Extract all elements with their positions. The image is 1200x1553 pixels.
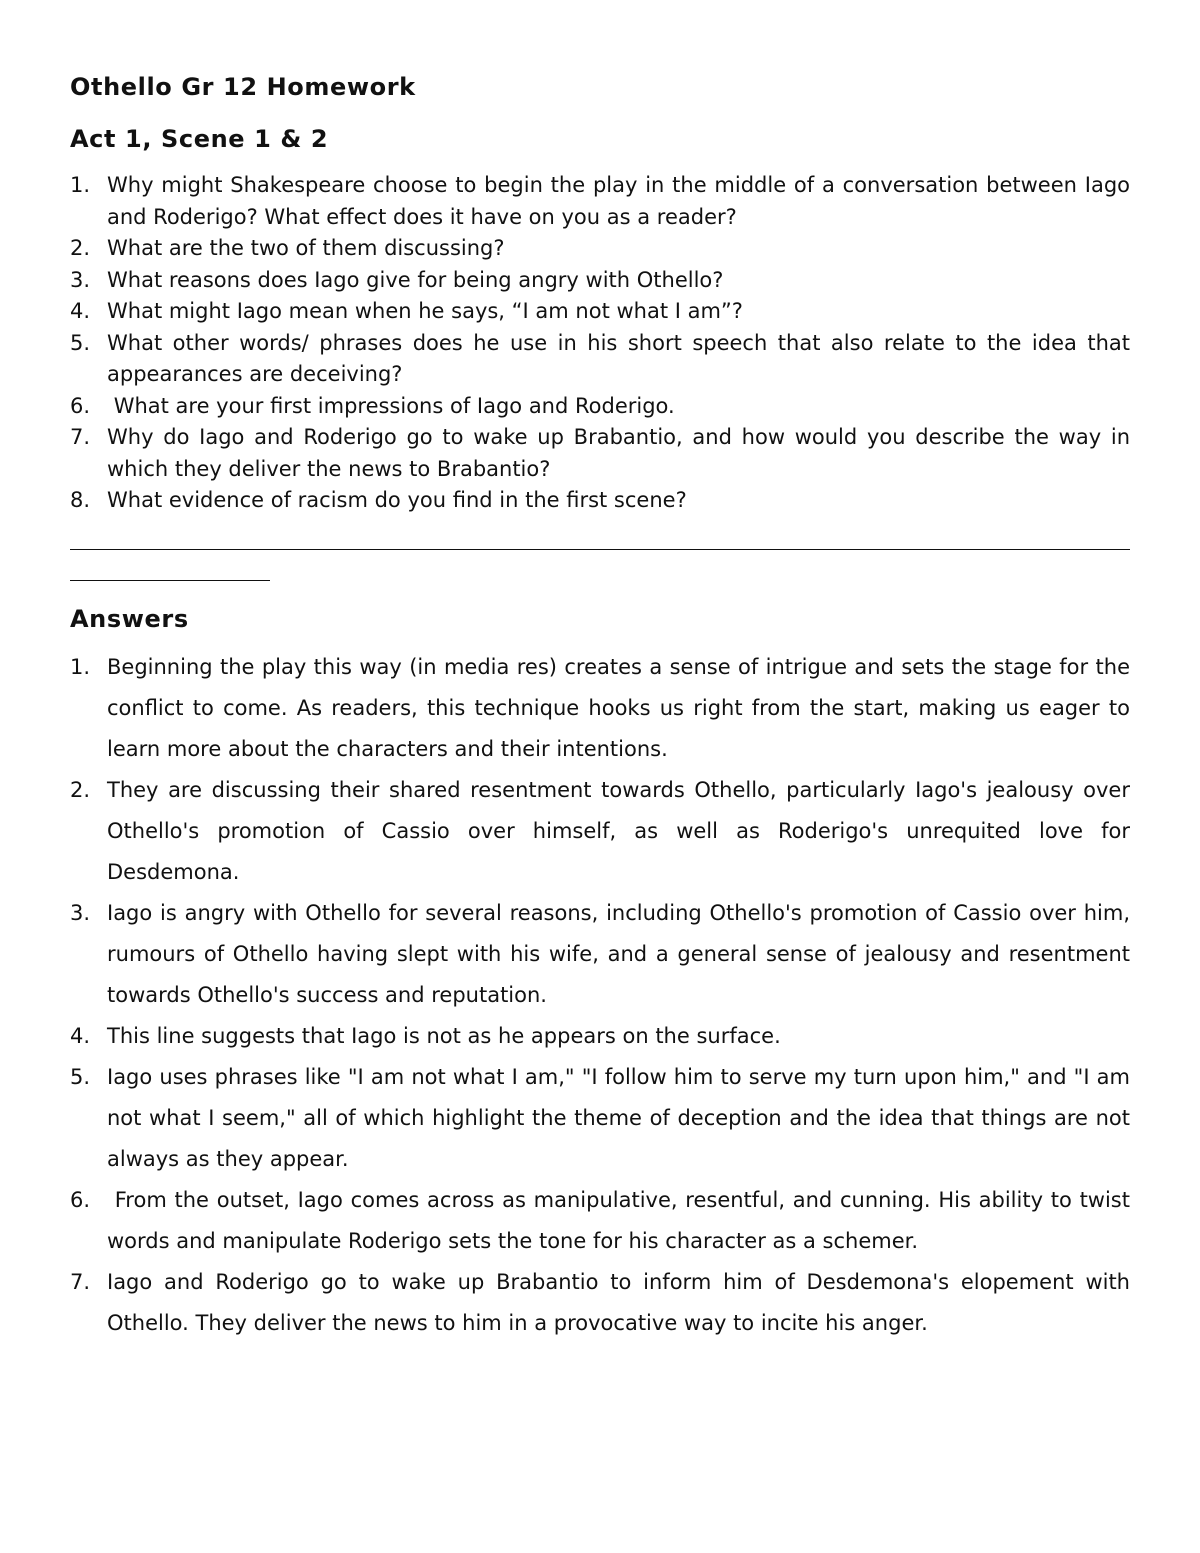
answer-number: 1. xyxy=(70,654,91,679)
question-number: 2. xyxy=(70,236,91,260)
answer-item xyxy=(70,1016,1130,1057)
answer-text: Iago uses phrases like "I am not what I am," "I follow him to serve my turn upon him," and "I am not what I seem," all of which highlight the theme of deception and the idea that things are not always as they appear. xyxy=(107,1064,1130,1171)
question-item xyxy=(70,391,1130,423)
question-item xyxy=(70,233,1130,265)
divider-line xyxy=(70,549,1130,550)
question-number: 1. xyxy=(70,173,91,197)
question-number: 7. xyxy=(70,425,91,449)
question-item xyxy=(70,422,1130,485)
question-text: What are the two of them discussing? xyxy=(107,236,505,260)
answer-text: This line suggests that Iago is not as he appears on the surface. xyxy=(107,1023,781,1048)
answer-number: 5. xyxy=(70,1064,91,1089)
question-text: What evidence of racism do you find in the first scene? xyxy=(107,488,687,512)
question-text: Why might Shakespeare choose to begin the play in the middle of a conversation between Iago and Roderigo? What effect does it have on you as a reader? xyxy=(107,173,1130,229)
answer-item xyxy=(70,1262,1130,1344)
question-item xyxy=(70,485,1130,517)
question-number: 6. xyxy=(70,393,91,418)
scene-heading: Act 1, Scene 1 & 2 xyxy=(70,125,329,153)
question-number: 8. xyxy=(70,488,91,512)
question-number: 4. xyxy=(70,299,91,323)
answer-number: 6. xyxy=(70,1187,91,1212)
answer-text: From the outset, Iago comes across as manipulative, resentful, and cunning. His ability to twist words and manipulate Roderigo sets the tone for his character as a schemer. xyxy=(107,1187,1137,1253)
answer-item xyxy=(70,1180,1137,1262)
answer-item xyxy=(70,647,1130,770)
answer-number: 4. xyxy=(70,1023,91,1048)
answer-text: Iago is angry with Othello for several reasons, including Othello's promotion of Cassio over him, rumours of Othello having slept with his wife, and a general sense of jealousy and resentment towards Othello's success and reputation. xyxy=(107,900,1130,1007)
question-item xyxy=(70,265,1130,297)
question-text: What reasons does Iago give for being angry with Othello? xyxy=(107,267,724,292)
answer-text: They are discussing their shared resentment towards Othello, particularly Iago's jealousy over Othello's promotion of Cassio over himself, as well as Roderigo's unrequited love for Desdemona. xyxy=(107,777,1130,884)
question-number: 3. xyxy=(70,267,91,292)
question-number: 5. xyxy=(70,330,91,355)
answer-item xyxy=(70,893,1130,1016)
question-list xyxy=(70,170,1130,517)
answer-text: Iago and Roderigo go to wake up Brabantio to inform him of Desdemona's elopement with Othello. They deliver the news to him in a provocative way to incite his anger. xyxy=(107,1269,1130,1335)
question-text: What might Iago mean when he says, “I am not what I am”? xyxy=(107,299,743,323)
question-text: What other words/ phrases does he use in his short speech that also relate to the idea that appearances are deceiving? xyxy=(107,330,1130,386)
answer-list xyxy=(70,647,1137,1344)
answer-number: 7. xyxy=(70,1269,91,1294)
answer-item xyxy=(70,770,1130,893)
answer-number: 3. xyxy=(70,900,91,925)
answer-text: Beginning the play this way (in media res) creates a sense of intrigue and sets the stage for the conflict to come. As readers, this technique hooks us right from the start, making us eager to learn more about the characters and their intentions. xyxy=(107,654,1130,761)
document-page xyxy=(70,68,1137,1344)
answers-heading: Answers xyxy=(70,604,189,633)
answer-number: 2. xyxy=(70,777,91,802)
answer-item xyxy=(70,1057,1130,1180)
question-text: What are your first impressions of Iago and Roderigo. xyxy=(107,393,675,418)
divider-line-short xyxy=(70,580,270,581)
question-item xyxy=(70,328,1130,391)
question-text: Why do Iago and Roderigo go to wake up Brabantio, and how would you describe the way in which they deliver the news to Brabantio? xyxy=(107,425,1130,481)
question-item xyxy=(70,296,1130,328)
question-item xyxy=(70,170,1130,233)
document-title: Othello Gr 12 Homework xyxy=(70,73,416,101)
